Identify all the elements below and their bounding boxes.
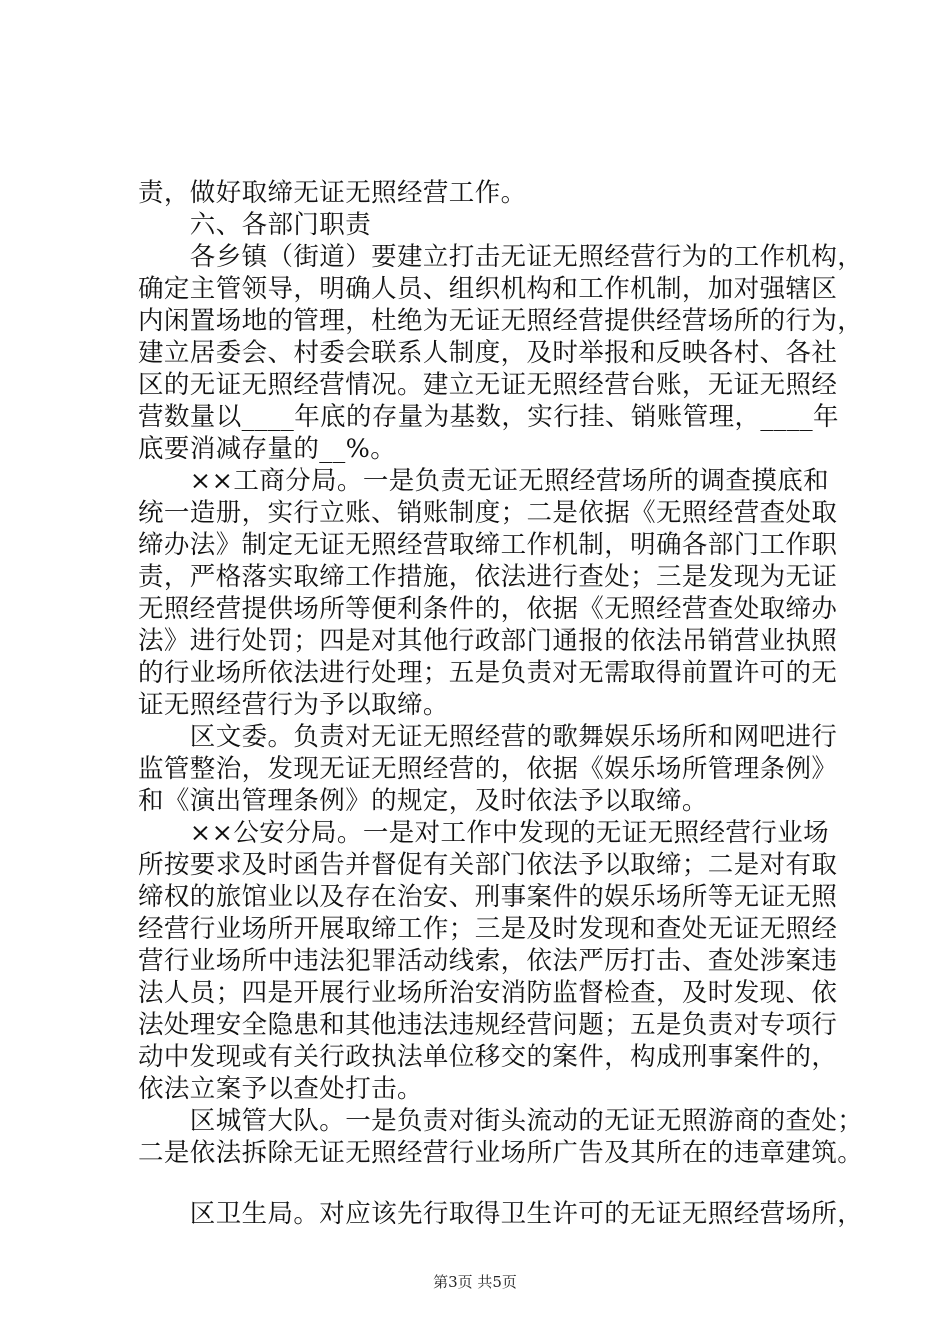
- text-line: 经营行业场所开展取缔工作；三是及时发现和查处无证无照经: [138, 914, 838, 944]
- text-line: 内闲置场地的管理，杜绝为无证无照经营提供经营场所的行为，: [138, 306, 864, 336]
- text-line: 二是依法拆除无证无照经营行业场所广告及其所在的违章建筑。: [138, 1138, 864, 1168]
- text-line: 法人员；四是开展行业场所治安消防监督检查，及时发现、依: [138, 978, 838, 1008]
- text-line: 缔权的旅馆业以及存在治安、刑事案件的娱乐场所等无证无照: [138, 882, 838, 912]
- text-line: 证无照经营行为予以取缔。: [138, 690, 449, 720]
- text-line: 的行业场所依法进行处理；五是负责对无需取得前置许可的无: [138, 658, 838, 688]
- text-line: 法》进行处罚；四是对其他行政部门通报的依法吊销营业执照: [138, 626, 838, 656]
- text-line: 无照经营提供场所等便利条件的，依据《无照经营查处取缔办: [138, 594, 838, 624]
- text-line: 区卫生局。对应该先行取得卫生许可的无证无照经营场所，: [138, 1199, 864, 1229]
- text-line: 动中发现或有关行政执法单位移交的案件，构成刑事案件的，: [138, 1042, 838, 1072]
- page-number-footer: 第3页 共5页: [433, 1273, 517, 1291]
- text-line: 缔办法》制定无证无照经营取缔工作机制，明确各部门工作职: [138, 530, 838, 560]
- text-line: 所按要求及时函告并督促有关部门依法予以取缔；二是对有取: [138, 850, 838, 880]
- text-line: 法处理安全隐患和其他违法违规经营问题；五是负责对专项行: [138, 1010, 838, 1040]
- text-line: 依法立案予以查处打击。: [138, 1074, 423, 1104]
- section-heading: 六、各部门职责: [138, 210, 372, 240]
- text-line: 建立居委会、村委会联系人制度，及时举报和反映各村、各社: [138, 338, 838, 368]
- text-line: 监管整治，发现无证无照经营的，依据《娱乐场所管理条例》: [138, 754, 838, 784]
- text-line: ××工商分局。一是负责无证无照经营场所的调查摸底和: [138, 466, 830, 496]
- text-line: 责，严格落实取缔工作措施，依法进行查处；三是发现为无证: [138, 562, 838, 592]
- text-line: 营行业场所中违法犯罪活动线索，依法严厉打击、查处涉案违: [138, 946, 838, 976]
- text-line: ××公安分局。一是对工作中发现的无证无照经营行业场: [138, 818, 830, 848]
- text-line: 各乡镇（街道）要建立打击无证无照经营行为的工作机构，: [138, 242, 864, 272]
- text-line: 底要消减存量的__%。: [138, 434, 397, 464]
- text-line: 责，做好取缔无证无照经营工作。: [138, 178, 527, 208]
- text-line: 区的无证无照经营情况。建立无证无照经营台账，无证无照经: [138, 370, 838, 400]
- text-line: 确定主管领导，明确人员、组织机构和工作机制，加对强辖区: [138, 274, 838, 304]
- text-line: 区文委。负责对无证无照经营的歌舞娱乐场所和网吧进行: [138, 722, 838, 752]
- text-line: 和《演出管理条例》的规定，及时依法予以取缔。: [138, 786, 708, 816]
- text-line: 区城管大队。一是负责对街头流动的无证无照游商的查处；: [138, 1106, 864, 1136]
- text-line: 营数量以____年底的存量为基数，实行挂、销账管理，____年: [138, 402, 839, 432]
- text-line: 统一造册，实行立账、销账制度；二是依据《无照经营查处取: [138, 498, 838, 528]
